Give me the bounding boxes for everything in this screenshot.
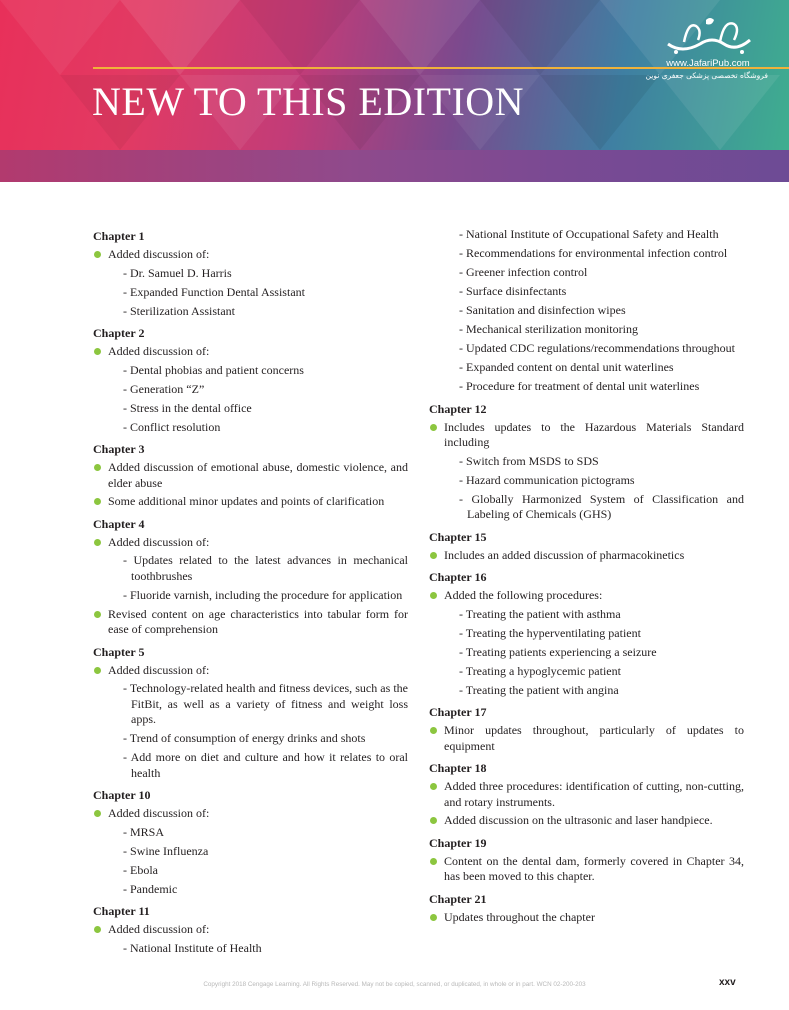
- sub-item: - Treating the hyperventilating patient: [459, 625, 641, 640]
- sub-item: - Conflict resolution: [123, 419, 221, 434]
- sub-item: - National Institute of Occupational Safety and Health: [459, 227, 719, 241]
- bullet-item: Revised content on age characteristics into tabular form for ease of comprehension: [93, 607, 408, 638]
- sub-item: - Mechanical sterilization monitoring: [459, 322, 638, 336]
- sub-item: - Expanded content on dental unit waterlines: [459, 360, 674, 374]
- sub-item: - Expanded Function Dental Assistant: [123, 284, 305, 299]
- sub-item: - Generation “Z”: [123, 381, 205, 396]
- sub-item: - Trend of consumption of energy drinks and shots: [123, 731, 366, 745]
- chapter-heading: Chapter 16: [429, 570, 487, 584]
- bullet-item: Added three procedures: identification of cutting, non-cutting, and rotary instruments.: [429, 779, 744, 810]
- left-column: [93, 228, 408, 962]
- bullet-item: Added discussion of:: [93, 663, 408, 679]
- chapter-section: [93, 903, 408, 956]
- bullet-item: Added discussion on the ultrasonic and laser handpiece.: [429, 813, 744, 829]
- sub-item: - Surface disinfectants: [459, 284, 567, 298]
- bullet-item: Added discussion of:: [93, 247, 408, 263]
- chapter-heading: Chapter 15: [429, 529, 487, 544]
- chapter-section: [429, 401, 744, 523]
- chapter-heading: Chapter 21: [429, 891, 487, 906]
- sub-item: - Sterilization Assistant: [123, 303, 235, 318]
- chapter-heading: Chapter 11: [93, 904, 150, 918]
- header-banner: [0, 0, 789, 150]
- sub-item: - National Institute of Health: [123, 940, 262, 955]
- chapter-section: [429, 227, 744, 395]
- chapter-heading: Chapter 19: [429, 835, 487, 850]
- sub-item: - Sanitation and disinfection wipes: [459, 303, 626, 317]
- sub-item: - Treating patients experiencing a seizure: [459, 644, 657, 659]
- chapter-section: [93, 516, 408, 638]
- sub-item: - Swine Influenza: [123, 843, 209, 858]
- sub-item: - Recommendations for environmental infection control: [459, 246, 728, 260]
- page-title: NEW TO THIS EDITION: [92, 79, 525, 124]
- chapter-section: [429, 760, 744, 829]
- sub-item: - Ebola: [123, 862, 158, 877]
- sub-item: - Pandemic: [123, 881, 178, 896]
- calligraphy-logo-icon: [662, 14, 754, 58]
- chapter-section: [93, 787, 408, 897]
- chapter-section: [429, 529, 744, 564]
- sub-item: - Treating a hypoglycemic patient: [459, 663, 621, 678]
- bullet-item: Added discussion of emotional abuse, domestic violence, and elder abuse: [93, 460, 408, 491]
- page-number: xxv: [719, 977, 736, 988]
- chapter-heading: Chapter 5: [93, 644, 145, 659]
- sub-item: - Hazard communication pictograms: [459, 472, 635, 487]
- publisher-logo[interactable]: [645, 14, 768, 98]
- sub-item: - Updates related to the latest advances in mechanical toothbrushes: [123, 553, 408, 583]
- chapter-heading: Chapter 1: [93, 229, 145, 243]
- chapter-section: [429, 569, 744, 698]
- bullet-item: Added discussion of:: [93, 535, 408, 551]
- sub-item: - Greener infection control: [459, 265, 588, 279]
- sub-item: - Fluoride varnish, including the procedure for application: [123, 587, 403, 602]
- sub-item: - Procedure for treatment of dental unit waterlines: [459, 379, 700, 393]
- chapter-section: [429, 835, 744, 885]
- bullet-item: Minor updates throughout, particularly of updates to equipment: [429, 723, 744, 754]
- sub-item: - Switch from MSDS to SDS: [459, 453, 599, 468]
- sub-item: - Dental phobias and patient concerns: [123, 362, 304, 377]
- logo-url: www.JafariPub.com: [666, 58, 750, 69]
- chapter-section: [429, 891, 744, 926]
- chapter-heading: Chapter 4: [93, 516, 145, 531]
- right-column: [429, 227, 744, 931]
- logo-subtitle: فروشگاه تخصصی پزشکی جعفری نوین: [645, 71, 768, 80]
- chapter-heading: Chapter 10: [93, 788, 151, 802]
- chapter-heading: Chapter 2: [93, 326, 145, 340]
- copyright-notice: Copyright 2018 Cengage Learning. All Rights Reserved. May not be copied, scanned, or duplicated, in whole or in part. WCN 02-200-203: [203, 981, 586, 988]
- sub-item: - MRSA: [123, 824, 165, 839]
- sub-item: - Updated CDC regulations/recommendations throughout: [459, 341, 735, 355]
- bullet-item: Added discussion of:: [93, 344, 408, 360]
- chapter-section: [93, 441, 408, 510]
- sub-item: - Treating the patient with asthma: [459, 606, 621, 621]
- chapter-heading: Chapter 17: [429, 705, 487, 719]
- sub-item: - Stress in the dental office: [123, 400, 252, 415]
- sub-item: - Technology-related health and fitness devices, such as the FitBit, as well as a variety of fitness and weight loss apps.: [123, 681, 408, 726]
- banner-strip: [0, 150, 789, 182]
- chapter-section: [429, 704, 744, 754]
- chapter-heading: Chapter 12: [429, 401, 487, 416]
- bullet-item: Some additional minor updates and points of clarification: [93, 494, 408, 510]
- sub-item: - Globally Harmonized System of Classification and Labeling of Chemicals (GHS): [459, 491, 744, 521]
- bullet-item: Added discussion of:: [93, 922, 408, 938]
- bullet-item: Includes an added discussion of pharmacokinetics: [429, 548, 744, 564]
- bullet-item: Content on the dental dam, formerly covered in Chapter 34, has been moved to this chapter.: [429, 854, 744, 885]
- bullet-item: Added the following procedures:: [429, 588, 744, 604]
- bullet-item: Updates throughout the chapter: [429, 910, 744, 926]
- chapter-section: [93, 325, 408, 435]
- chapter-heading: Chapter 3: [93, 442, 145, 456]
- sub-item: - Treating the patient with angina: [459, 682, 619, 697]
- chapter-heading: Chapter 18: [429, 761, 487, 775]
- sub-item: - Add more on diet and culture and how it relates to oral health: [123, 750, 408, 780]
- sub-item: - Dr. Samuel D. Harris: [123, 265, 232, 280]
- chapter-section: [93, 228, 408, 319]
- chapter-section: [93, 644, 408, 782]
- bullet-item: Added discussion of:: [93, 806, 408, 822]
- bullet-item: Includes updates to the Hazardous Materials Standard including: [429, 420, 744, 451]
